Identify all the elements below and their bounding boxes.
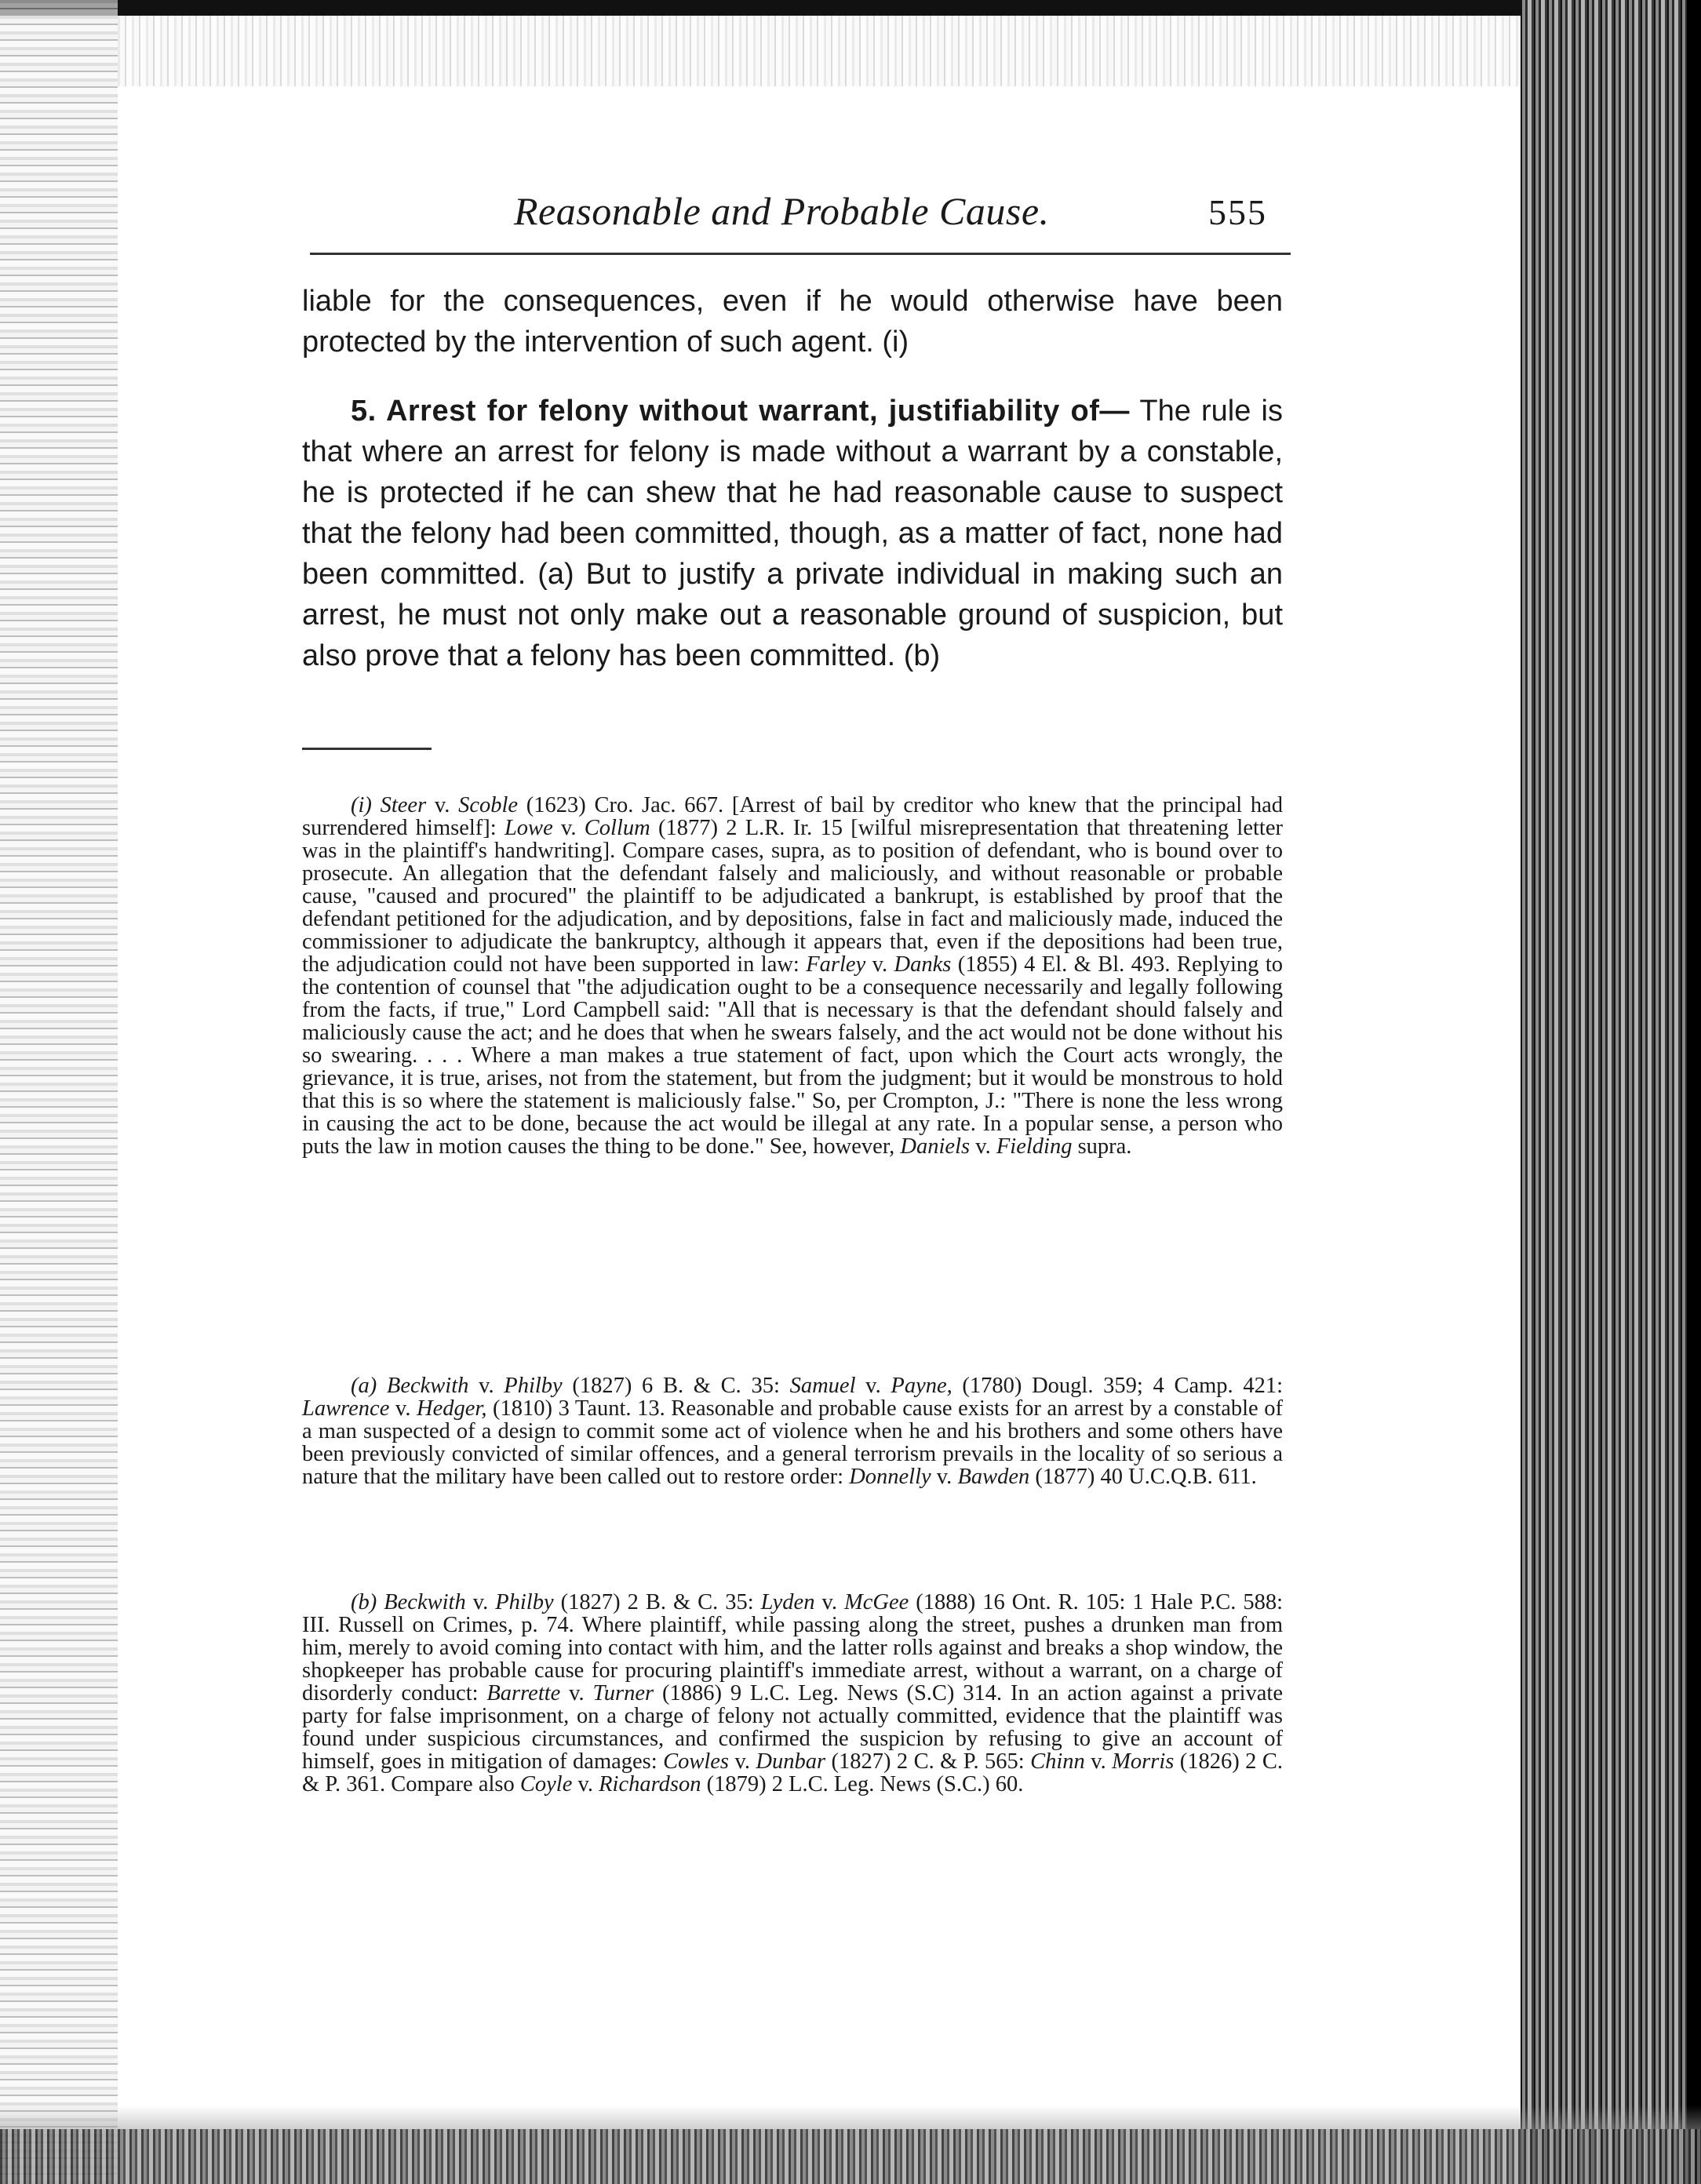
case-name: Lyden [760, 1590, 815, 1614]
footnote-text: (1827) 6 B. & C. 35: [562, 1374, 790, 1398]
case-name: Donnelly [849, 1465, 931, 1489]
scan-page-edges-bottom [0, 2129, 1701, 2184]
case-name: McGee [843, 1590, 909, 1614]
footnote-marker: (a) [351, 1374, 377, 1398]
scan-noise-top [118, 16, 1569, 86]
footnote-text: (1855) 4 El. & Bl. 493. Replying to the contention of counsel that "the adjudication ought to be a consequence necessarily and legally following from the facts, if true," Lord Campbell said: "All that is necessary is that the defendant should falsely and maliciously cause the act; and he does that when he swears falsely, and the act would not be done without his so swearing. . . . Where a man makes a true statement of fact, upon which the Court acts wrongly, the grievance, it is true, arises, not from the statement, but from the judgment; but it would be monstrous to hold that this is so where the statement is maliciously false." So, per Crompton, J.: "There is none the less wrong in causing the act to be done, because the act would be illegal at any rate. In a popular sense, a person who puts the law in motion causes the thing to be done." See, however, [302, 952, 1283, 1159]
case-versus: v. [855, 1374, 891, 1398]
case-name: Coyle [519, 1772, 573, 1796]
case-name: Philby [504, 1374, 563, 1398]
paragraph-section-5 [302, 391, 1283, 676]
case-versus: v. [931, 1465, 958, 1489]
case-name: Payne, [891, 1374, 952, 1398]
footnote-rule [302, 748, 432, 750]
case-name: Samuel [789, 1374, 856, 1398]
scan-noise-left [0, 0, 118, 2184]
section-heading: 5. Arrest for felony without warrant, justifiability of— [351, 395, 1130, 428]
paragraph-continuation: liable for the consequences, even if he would otherwise have been protected by the intervention of such agent. (i) [302, 285, 1283, 359]
case-name: Morris [1112, 1749, 1175, 1774]
scan-border-right [1687, 0, 1701, 2184]
running-head-title: Reasonable and Probable Cause. [514, 189, 1050, 233]
case-name: Dunbar [756, 1749, 826, 1774]
section-text: The rule is that where an arrest for felony is made without a warrant by a constable, he is protected if he can shew that he had reasonable cause to suspect that the felony had been committed, though, as a matter of fact, none had been committed. (a) But to justify a private individual in making such an arrest, he must not only make out a reasonable ground of suspicion, but also prove that a felony has been committed. (b) [302, 395, 1283, 672]
footnote-text: (1827) 2 B. & C. 35: [553, 1590, 761, 1614]
header-rule [310, 253, 1291, 255]
case-name: Richardson [599, 1772, 701, 1796]
footnote-text: (1826) 2 C. & P. 361. Compare also [302, 1749, 1283, 1796]
case-versus: v. [814, 1590, 844, 1614]
case-name: Chinn [1030, 1749, 1085, 1774]
case-versus: v. [729, 1749, 756, 1774]
book-page [302, 180, 1284, 1796]
footnote-text: supra. [1072, 1134, 1132, 1159]
case-name: Collum [584, 816, 650, 840]
case-name: Barrette [486, 1681, 561, 1705]
footnote-text: (1780) Dougl. 359; 4 Camp. 421: [952, 1374, 1284, 1398]
case-name: Philby [495, 1590, 554, 1614]
case-name: Scoble [458, 793, 519, 817]
scan-border-top [0, 0, 1701, 16]
case-name: Daniels [900, 1134, 971, 1159]
case-name: Hedger, [417, 1396, 487, 1421]
footnote-a [302, 1374, 1283, 1488]
case-versus: v. [1084, 1749, 1113, 1774]
case-versus: v. [560, 1681, 593, 1705]
case-name: Lowe [504, 816, 553, 840]
case-versus: v. [426, 793, 459, 817]
case-versus: v. [970, 1134, 996, 1159]
footnote-text: (1888) 16 Ont. R. 105: 1 Hale P.C. 588: III. Russell on Crimes, p. 74. Where plaintiff, while passing along the street, pushes a drunken man from him, merely to avoid coming into contact with him, and the latter rolls against and breaks a shop window, the shopkeeper has probable cause for procuring plaintiff's immediate arrest, without a warrant, on a charge of disorderly conduct: [302, 1590, 1284, 1705]
case-versus: v. [552, 816, 585, 840]
footnote-text: (1886) 9 L.C. Leg. News (S.C) 314. In an action against a private party for false imprisonment, on a charge of felony not actually committed, evidence that the plaintiff was found under suspicious circumstances, and confirmed the suspicion by refusing to give an account of himself, goes in mitigation of damages: [302, 1681, 1283, 1774]
footnote-text: (1623) Cro. Jac. 667. [Arrest of bail by creditor who knew that the principal had surrendered himself]: [302, 793, 1283, 840]
case-name: Beckwith [386, 1374, 469, 1398]
case-versus: v. [865, 952, 894, 977]
footnote-i [302, 794, 1283, 1158]
case-name: Danks [894, 952, 952, 977]
scan-shadow-bottom [0, 2106, 1701, 2129]
case-name: Farley [806, 952, 866, 977]
scan-page-edges-right [1521, 0, 1701, 2184]
case-versus: v. [389, 1396, 417, 1421]
footnote-text: (1877) 40 U.C.Q.B. 611. [1029, 1465, 1257, 1489]
footnote-marker: (i) [351, 793, 372, 817]
footnote-text: (1877) 2 L.R. Ir. 15 [wilful misrepresentation that threatening letter was in the plaintiff's handwriting]. Compare cases, supra, as to position of defendant, who is bound over to prosecute. An allegation that the defendant falsely and maliciously, and without reasonable or probable cause, "caused and procured" the plaintiff to be adjudicated a bankrupt, is established by proof that the defendant petitioned for the adjudication, and by depositions, false in fact and maliciously made, induced the commissioner to adjudicate the bankruptcy, although it appears that, even if the depositions had been true, the adjudication could not have been supported in law: [302, 816, 1283, 977]
footnote-marker: (b) [351, 1590, 377, 1614]
footnote-text: (1810) 3 Taunt. 13. Reasonable and probable cause exists for an arrest by a constable of a man suspected of a design to commit some act of violence when he and his brothers and some others have been previously convicted of similar offences, and a general terrorism prevails in the locality of so serious a nature that the military have been called out to restore order: [302, 1396, 1284, 1489]
footnote-text: (1879) 2 L.C. Leg. News (S.C.) 60. [701, 1772, 1024, 1796]
running-head [302, 180, 1283, 243]
case-name: Steer [380, 793, 427, 817]
case-versus: v. [572, 1772, 599, 1796]
case-versus: v. [468, 1374, 504, 1398]
case-name: Fielding [996, 1134, 1073, 1159]
case-name: Beckwith [384, 1590, 466, 1614]
page-number: 555 [1208, 192, 1267, 232]
case-name: Lawrence [302, 1396, 390, 1421]
footnote-text: (1827) 2 C. & P. 565: [825, 1749, 1031, 1774]
case-versus: v. [465, 1590, 496, 1614]
case-name: Bawden [957, 1465, 1030, 1489]
footnote-b [302, 1591, 1283, 1796]
case-name: Cowles [663, 1749, 730, 1774]
case-name: Turner [592, 1681, 654, 1705]
